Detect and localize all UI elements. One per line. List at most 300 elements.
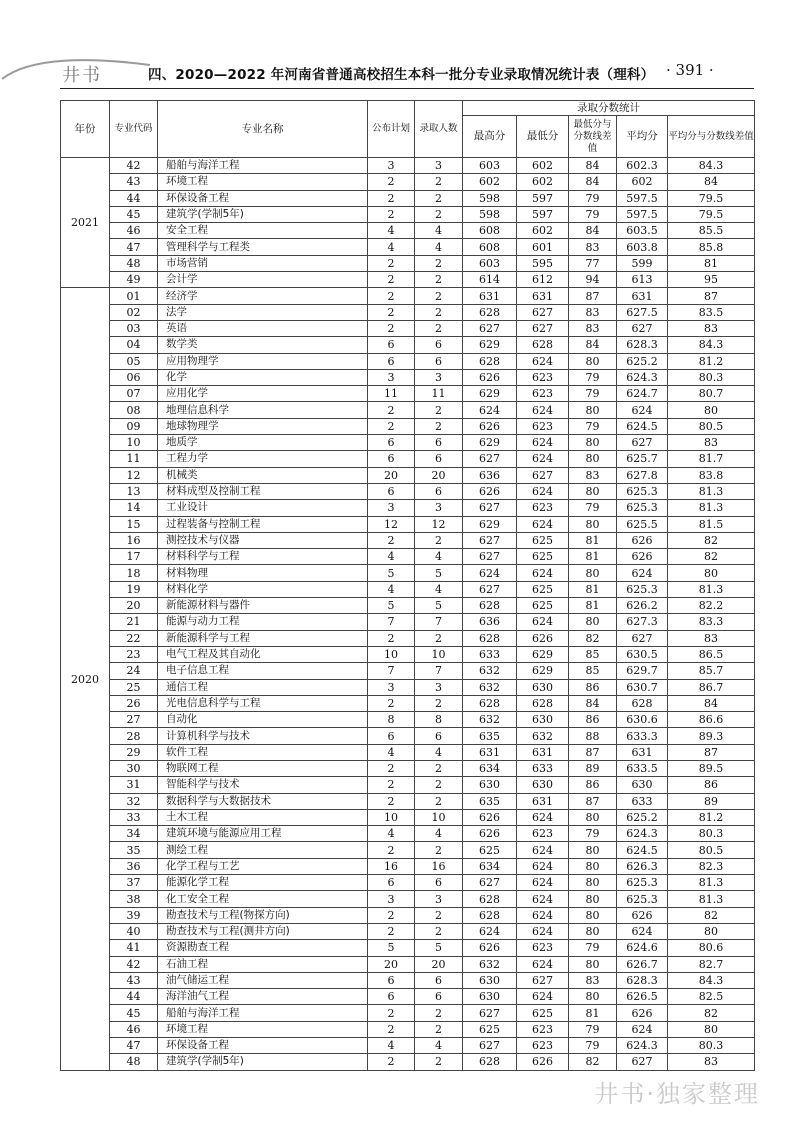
max-cell: 624 — [463, 565, 517, 581]
admitted-cell: 6 — [415, 353, 463, 369]
min-diff-cell: 80 — [569, 989, 617, 1005]
plan-cell: 3 — [368, 891, 415, 907]
table-row — [61, 223, 755, 239]
min-cell: 631 — [517, 793, 569, 809]
name-cell: 勘查技术与工程(测井方向) — [158, 923, 368, 939]
plan-cell: 4 — [368, 549, 415, 565]
avg-cell: 597.5 — [617, 190, 668, 206]
plan-cell: 12 — [368, 516, 415, 532]
plan-cell: 20 — [368, 956, 415, 972]
code-cell: 19 — [110, 581, 158, 597]
plan-cell: 2 — [368, 174, 415, 190]
table-row — [61, 809, 755, 825]
min-cell: 625 — [517, 598, 569, 614]
max-cell: 628 — [463, 907, 517, 923]
max-cell: 627 — [463, 320, 517, 336]
min-diff-cell: 81 — [569, 598, 617, 614]
name-cell: 化学工程与工艺 — [158, 858, 368, 874]
avg-cell: 630.5 — [617, 646, 668, 662]
table-row — [61, 581, 755, 597]
min-diff-cell: 79 — [569, 386, 617, 402]
header-max: 最高分 — [463, 116, 517, 158]
name-cell: 能源与动力工程 — [158, 614, 368, 630]
max-cell: 629 — [463, 435, 517, 451]
admitted-cell: 6 — [415, 875, 463, 891]
avg-cell: 624.5 — [617, 842, 668, 858]
admitted-cell: 2 — [415, 630, 463, 646]
max-cell: 636 — [463, 614, 517, 630]
table-row — [61, 239, 755, 255]
header-admitted: 录取人数 — [415, 101, 463, 158]
max-cell: 627 — [463, 1005, 517, 1021]
table-row — [61, 1005, 755, 1021]
name-cell: 会计学 — [158, 272, 368, 288]
min-diff-cell: 79 — [569, 206, 617, 222]
avg-diff-cell: 81.3 — [668, 875, 755, 891]
min-diff-cell: 80 — [569, 875, 617, 891]
avg-diff-cell: 80.3 — [668, 369, 755, 385]
table-row — [61, 630, 755, 646]
min-diff-cell: 87 — [569, 288, 617, 304]
min-diff-cell: 88 — [569, 728, 617, 744]
min-diff-cell: 79 — [569, 826, 617, 842]
min-diff-cell: 84 — [569, 174, 617, 190]
avg-diff-cell: 89.3 — [668, 728, 755, 744]
table-row — [61, 923, 755, 939]
plan-cell: 11 — [368, 386, 415, 402]
name-cell: 地质学 — [158, 435, 368, 451]
name-cell: 工程力学 — [158, 451, 368, 467]
code-cell: 37 — [110, 875, 158, 891]
min-cell: 624 — [517, 842, 569, 858]
table-row — [61, 255, 755, 271]
avg-cell: 627.3 — [617, 614, 668, 630]
avg-diff-cell: 80 — [668, 402, 755, 418]
page-number: · 391 · — [666, 61, 714, 79]
avg-diff-cell: 79.5 — [668, 206, 755, 222]
name-cell: 安全工程 — [158, 223, 368, 239]
admitted-cell: 2 — [415, 793, 463, 809]
plan-cell: 2 — [368, 190, 415, 206]
code-cell: 10 — [110, 435, 158, 451]
min-diff-cell: 81 — [569, 1005, 617, 1021]
max-cell: 630 — [463, 989, 517, 1005]
avg-diff-cell: 86.7 — [668, 679, 755, 695]
admitted-cell: 2 — [415, 777, 463, 793]
admitted-cell: 10 — [415, 646, 463, 662]
admitted-cell: 4 — [415, 581, 463, 597]
min-diff-cell: 79 — [569, 940, 617, 956]
min-cell: 625 — [517, 532, 569, 548]
table-row — [61, 451, 755, 467]
plan-cell: 2 — [368, 1005, 415, 1021]
plan-cell: 4 — [368, 239, 415, 255]
table-row — [61, 500, 755, 516]
admitted-cell: 7 — [415, 663, 463, 679]
name-cell: 环保设备工程 — [158, 1038, 368, 1054]
min-diff-cell: 79 — [569, 369, 617, 385]
table-row — [61, 174, 755, 190]
min-cell: 602 — [517, 174, 569, 190]
name-cell: 管理科学与工程类 — [158, 239, 368, 255]
admitted-cell: 5 — [415, 598, 463, 614]
name-cell: 光电信息科学与工程 — [158, 695, 368, 711]
plan-cell: 5 — [368, 565, 415, 581]
table-row — [61, 288, 755, 304]
min-cell: 623 — [517, 826, 569, 842]
table-row — [61, 793, 755, 809]
code-cell: 27 — [110, 712, 158, 728]
admitted-cell: 3 — [415, 679, 463, 695]
max-cell: 598 — [463, 206, 517, 222]
avg-diff-cell: 95 — [668, 272, 755, 288]
admitted-cell: 2 — [415, 206, 463, 222]
avg-cell: 602.3 — [617, 158, 668, 174]
min-diff-cell: 83 — [569, 467, 617, 483]
name-cell: 材料物理 — [158, 565, 368, 581]
avg-cell: 624.3 — [617, 1038, 668, 1054]
name-cell: 计算机科学与技术 — [158, 728, 368, 744]
table-row — [61, 369, 755, 385]
table-row — [61, 1054, 755, 1070]
avg-cell: 625.2 — [617, 809, 668, 825]
table-row — [61, 418, 755, 434]
name-cell: 市场营销 — [158, 255, 368, 271]
admitted-cell: 2 — [415, 842, 463, 858]
plan-cell: 2 — [368, 402, 415, 418]
avg-diff-cell: 83 — [668, 435, 755, 451]
min-cell: 627 — [517, 320, 569, 336]
min-diff-cell: 80 — [569, 858, 617, 874]
avg-diff-cell: 83 — [668, 320, 755, 336]
name-cell: 土木工程 — [158, 809, 368, 825]
max-cell: 624 — [463, 402, 517, 418]
admitted-cell: 2 — [415, 418, 463, 434]
avg-cell: 628.3 — [617, 337, 668, 353]
admitted-cell: 2 — [415, 907, 463, 923]
admitted-cell: 2 — [415, 288, 463, 304]
plan-cell: 5 — [368, 598, 415, 614]
code-cell: 17 — [110, 549, 158, 565]
code-cell: 14 — [110, 500, 158, 516]
avg-diff-cell: 89 — [668, 793, 755, 809]
code-cell: 35 — [110, 842, 158, 858]
avg-diff-cell: 84.3 — [668, 158, 755, 174]
min-diff-cell: 80 — [569, 956, 617, 972]
avg-diff-cell: 86 — [668, 777, 755, 793]
admitted-cell: 6 — [415, 728, 463, 744]
min-cell: 624 — [517, 353, 569, 369]
min-cell: 628 — [517, 337, 569, 353]
avg-cell: 630 — [617, 777, 668, 793]
code-cell: 49 — [110, 272, 158, 288]
avg-cell: 625.3 — [617, 581, 668, 597]
max-cell: 628 — [463, 1054, 517, 1070]
avg-cell: 626 — [617, 532, 668, 548]
plan-cell: 6 — [368, 353, 415, 369]
code-cell: 29 — [110, 744, 158, 760]
avg-cell: 624.7 — [617, 386, 668, 402]
admitted-cell: 2 — [415, 1054, 463, 1070]
max-cell: 631 — [463, 288, 517, 304]
max-cell: 598 — [463, 190, 517, 206]
avg-cell: 627 — [617, 435, 668, 451]
code-cell: 39 — [110, 907, 158, 923]
plan-cell: 6 — [368, 875, 415, 891]
min-diff-cell: 79 — [569, 418, 617, 434]
code-cell: 18 — [110, 565, 158, 581]
avg-cell: 624.3 — [617, 369, 668, 385]
avg-cell: 625.7 — [617, 451, 668, 467]
avg-diff-cell: 89.5 — [668, 760, 755, 776]
header-name: 专业名称 — [158, 101, 368, 158]
name-cell: 数学类 — [158, 337, 368, 353]
min-diff-cell: 82 — [569, 630, 617, 646]
min-cell: 597 — [517, 190, 569, 206]
min-cell: 629 — [517, 663, 569, 679]
avg-diff-cell: 82.3 — [668, 858, 755, 874]
admitted-cell: 3 — [415, 158, 463, 174]
name-cell: 自动化 — [158, 712, 368, 728]
avg-cell: 613 — [617, 272, 668, 288]
code-cell: 26 — [110, 695, 158, 711]
avg-diff-cell: 80.5 — [668, 842, 755, 858]
min-diff-cell: 80 — [569, 353, 617, 369]
max-cell: 628 — [463, 598, 517, 614]
table-row — [61, 435, 755, 451]
code-cell: 45 — [110, 1005, 158, 1021]
code-cell: 31 — [110, 777, 158, 793]
avg-cell: 602 — [617, 174, 668, 190]
plan-cell: 10 — [368, 646, 415, 662]
avg-cell: 627 — [617, 630, 668, 646]
admitted-cell: 3 — [415, 891, 463, 907]
min-diff-cell: 80 — [569, 516, 617, 532]
code-cell: 25 — [110, 679, 158, 695]
code-cell: 48 — [110, 1054, 158, 1070]
avg-diff-cell: 86.5 — [668, 646, 755, 662]
admitted-cell: 2 — [415, 190, 463, 206]
min-cell: 624 — [517, 956, 569, 972]
max-cell: 627 — [463, 451, 517, 467]
code-cell: 42 — [110, 956, 158, 972]
name-cell: 电气工程及其自动化 — [158, 646, 368, 662]
avg-diff-cell: 81.3 — [668, 891, 755, 907]
min-cell: 624 — [517, 402, 569, 418]
min-cell: 624 — [517, 989, 569, 1005]
page-header — [0, 55, 800, 87]
avg-diff-cell: 84.3 — [668, 972, 755, 988]
table-row — [61, 891, 755, 907]
code-cell: 48 — [110, 255, 158, 271]
admitted-cell: 7 — [415, 614, 463, 630]
avg-diff-cell: 80.7 — [668, 386, 755, 402]
min-cell: 625 — [517, 581, 569, 597]
max-cell: 630 — [463, 777, 517, 793]
table-row — [61, 598, 755, 614]
avg-cell: 626.7 — [617, 956, 668, 972]
table-row — [61, 1038, 755, 1054]
min-cell: 597 — [517, 206, 569, 222]
min-diff-cell: 94 — [569, 272, 617, 288]
table-row — [61, 875, 755, 891]
name-cell: 石油工程 — [158, 956, 368, 972]
code-cell: 34 — [110, 826, 158, 842]
avg-diff-cell: 82 — [668, 532, 755, 548]
avg-cell: 633.3 — [617, 728, 668, 744]
avg-cell: 626.5 — [617, 989, 668, 1005]
plan-cell: 3 — [368, 500, 415, 516]
min-cell: 624 — [517, 451, 569, 467]
min-diff-cell: 83 — [569, 239, 617, 255]
avg-diff-cell: 82 — [668, 1005, 755, 1021]
name-cell: 材料化学 — [158, 581, 368, 597]
min-cell: 595 — [517, 255, 569, 271]
min-diff-cell: 83 — [569, 972, 617, 988]
code-cell: 43 — [110, 174, 158, 190]
plan-cell: 4 — [368, 744, 415, 760]
admitted-cell: 5 — [415, 565, 463, 581]
avg-diff-cell: 80.3 — [668, 1038, 755, 1054]
name-cell: 经济学 — [158, 288, 368, 304]
min-cell: 623 — [517, 940, 569, 956]
avg-cell: 625.3 — [617, 891, 668, 907]
plan-cell: 2 — [368, 760, 415, 776]
avg-diff-cell: 79.5 — [668, 190, 755, 206]
avg-diff-cell: 82 — [668, 549, 755, 565]
table-row — [61, 646, 755, 662]
max-cell: 628 — [463, 695, 517, 711]
table-row — [61, 549, 755, 565]
min-cell: 623 — [517, 1038, 569, 1054]
admitted-cell: 2 — [415, 923, 463, 939]
min-cell: 632 — [517, 728, 569, 744]
admitted-cell: 2 — [415, 1021, 463, 1037]
plan-cell: 7 — [368, 663, 415, 679]
code-cell: 42 — [110, 158, 158, 174]
name-cell: 油气储运工程 — [158, 972, 368, 988]
plan-cell: 10 — [368, 809, 415, 825]
max-cell: 629 — [463, 386, 517, 402]
min-cell: 629 — [517, 646, 569, 662]
name-cell: 物联网工程 — [158, 760, 368, 776]
code-cell: 15 — [110, 516, 158, 532]
avg-diff-cell: 81.2 — [668, 353, 755, 369]
max-cell: 608 — [463, 223, 517, 239]
min-cell: 633 — [517, 760, 569, 776]
plan-cell: 2 — [368, 320, 415, 336]
code-cell: 06 — [110, 369, 158, 385]
code-cell: 43 — [110, 972, 158, 988]
code-cell: 44 — [110, 190, 158, 206]
name-cell: 电子信息工程 — [158, 663, 368, 679]
min-diff-cell: 86 — [569, 712, 617, 728]
max-cell: 626 — [463, 369, 517, 385]
avg-diff-cell: 81.3 — [668, 500, 755, 516]
admitted-cell: 6 — [415, 972, 463, 988]
admitted-cell: 16 — [415, 858, 463, 874]
admitted-cell: 11 — [415, 386, 463, 402]
name-cell: 环境工程 — [158, 1021, 368, 1037]
avg-cell: 624 — [617, 565, 668, 581]
code-cell: 02 — [110, 304, 158, 320]
max-cell: 632 — [463, 679, 517, 695]
table-row — [61, 989, 755, 1005]
max-cell: 629 — [463, 516, 517, 532]
avg-cell: 627 — [617, 1054, 668, 1070]
name-cell: 过程装备与控制工程 — [158, 516, 368, 532]
year-cell: 2020 — [61, 288, 110, 1070]
min-cell: 602 — [517, 158, 569, 174]
plan-cell: 5 — [368, 940, 415, 956]
avg-diff-cell: 84 — [668, 695, 755, 711]
avg-diff-cell: 81.7 — [668, 451, 755, 467]
table-row — [61, 190, 755, 206]
plan-cell: 2 — [368, 304, 415, 320]
max-cell: 635 — [463, 793, 517, 809]
avg-cell: 625.3 — [617, 483, 668, 499]
code-cell: 38 — [110, 891, 158, 907]
plan-cell: 4 — [368, 826, 415, 842]
avg-cell: 603.5 — [617, 223, 668, 239]
admitted-cell: 10 — [415, 809, 463, 825]
min-cell: 626 — [517, 1054, 569, 1070]
name-cell: 新能源科学与工程 — [158, 630, 368, 646]
avg-diff-cell: 81.3 — [668, 581, 755, 597]
code-cell: 24 — [110, 663, 158, 679]
plan-cell: 2 — [368, 1021, 415, 1037]
admitted-cell: 4 — [415, 549, 463, 565]
code-cell: 23 — [110, 646, 158, 662]
plan-cell: 8 — [368, 712, 415, 728]
avg-diff-cell: 81.2 — [668, 809, 755, 825]
header-min-diff: 最低分与分数线差值 — [569, 116, 617, 158]
plan-cell: 4 — [368, 1038, 415, 1054]
table-row — [61, 695, 755, 711]
admitted-cell: 2 — [415, 402, 463, 418]
max-cell: 626 — [463, 826, 517, 842]
max-cell: 626 — [463, 418, 517, 434]
name-cell: 测绘工程 — [158, 842, 368, 858]
name-cell: 应用化学 — [158, 386, 368, 402]
max-cell: 632 — [463, 663, 517, 679]
min-cell: 623 — [517, 1021, 569, 1037]
plan-cell: 3 — [368, 369, 415, 385]
min-diff-cell: 80 — [569, 565, 617, 581]
max-cell: 634 — [463, 760, 517, 776]
max-cell: 631 — [463, 744, 517, 760]
page-title: 四、2020—2022 年河南省普通高校招生本科一批分专业录取情况统计表（理科） — [148, 67, 655, 83]
admitted-cell: 3 — [415, 369, 463, 385]
avg-cell: 625.3 — [617, 875, 668, 891]
min-cell: 623 — [517, 369, 569, 385]
table-row — [61, 972, 755, 988]
plan-cell: 2 — [368, 272, 415, 288]
code-cell: 13 — [110, 483, 158, 499]
avg-diff-cell: 84.3 — [668, 337, 755, 353]
code-cell: 36 — [110, 858, 158, 874]
admitted-cell: 6 — [415, 451, 463, 467]
plan-cell: 3 — [368, 679, 415, 695]
avg-cell: 627.8 — [617, 467, 668, 483]
admitted-cell: 2 — [415, 320, 463, 336]
min-cell: 623 — [517, 500, 569, 516]
table-row — [61, 320, 755, 336]
header-avg: 平均分 — [617, 116, 668, 158]
avg-cell: 626.2 — [617, 598, 668, 614]
admitted-cell: 12 — [415, 516, 463, 532]
avg-cell: 628 — [617, 695, 668, 711]
